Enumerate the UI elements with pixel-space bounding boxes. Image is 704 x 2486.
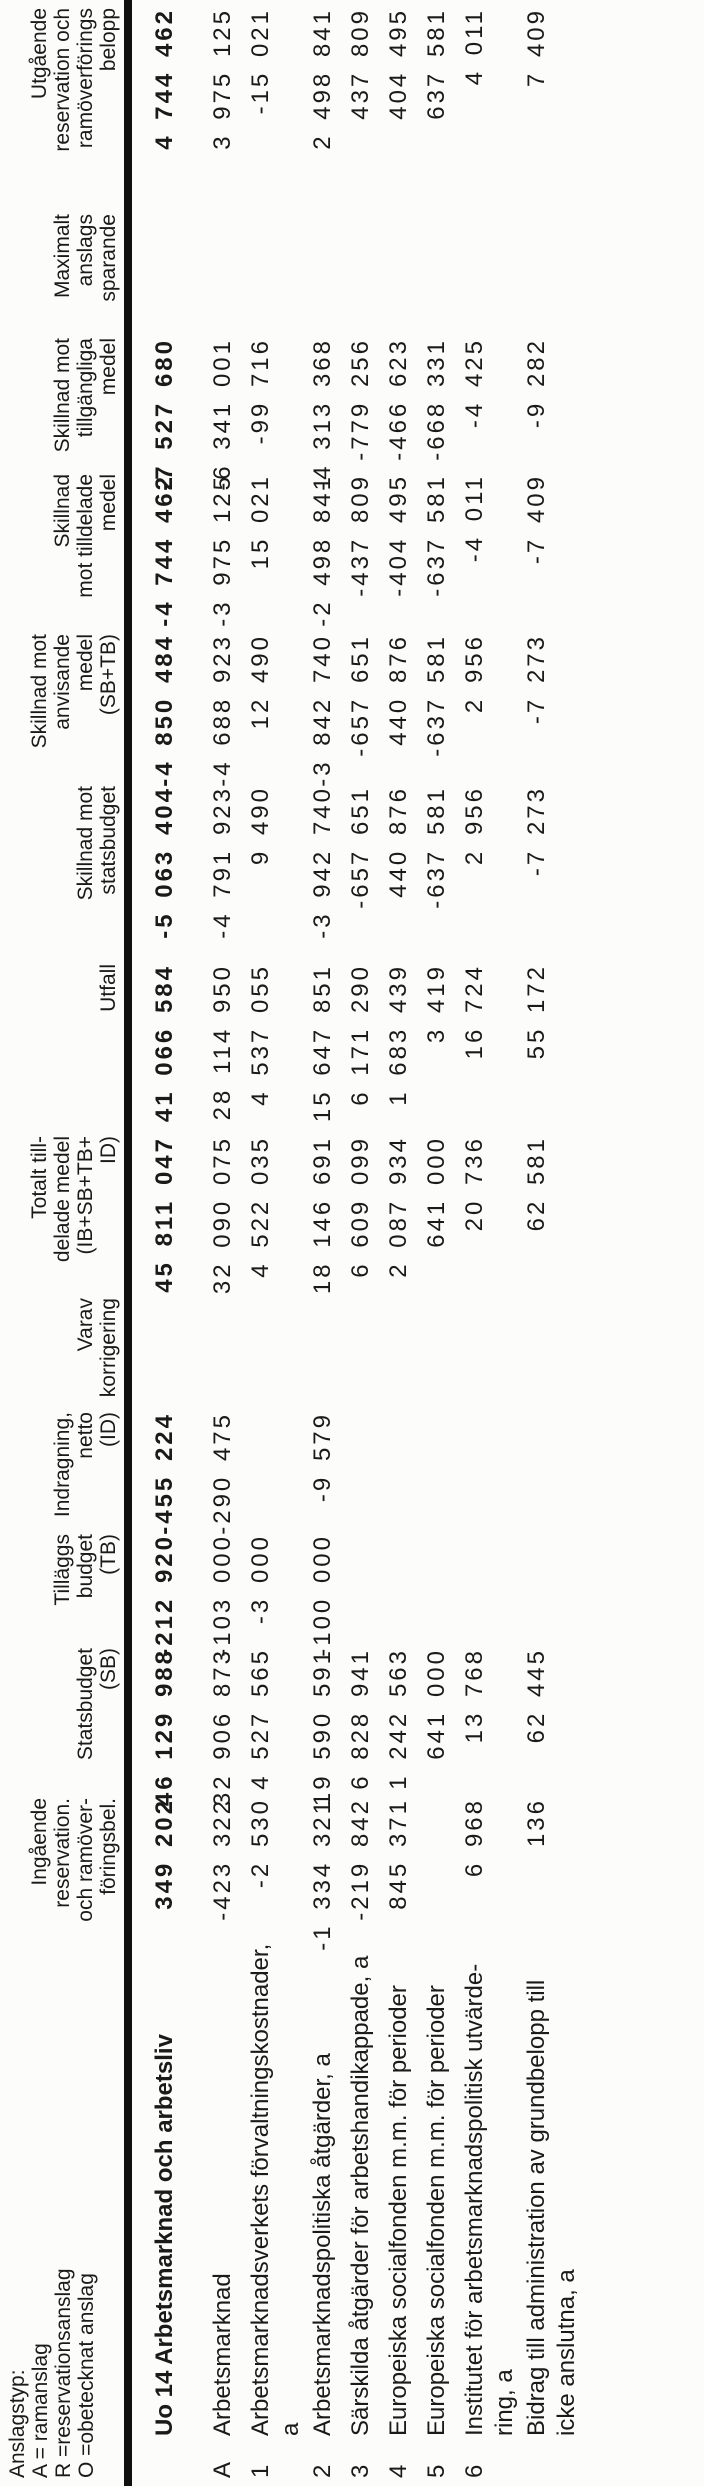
legend-line: A = ramanslag: [29, 2343, 52, 2478]
cell-tb: -212 920: [151, 1534, 178, 1657]
row-number: 2: [309, 2464, 336, 2478]
column-header-line: belopp: [97, 8, 120, 72]
column-header-line: korrigering: [97, 1298, 120, 1398]
column-header-line: (TB): [97, 1534, 120, 1575]
column-header-totalt: [28, 1136, 120, 1262]
column-header-line: (ID): [97, 1412, 120, 1447]
cell-sk_sb: -3 942 740: [309, 786, 336, 939]
column-header-line: anslags: [74, 214, 97, 287]
row-label: [346, 1956, 376, 2436]
cell-utg: 4 011: [461, 8, 488, 86]
row-label: [150, 2034, 180, 2436]
table-header-row: [0, 0, 122, 2486]
column-header-line: statsbudget: [97, 786, 120, 895]
cell-sk_tild: -7 409: [523, 474, 550, 565]
cell-totalt: 45 811 047: [151, 1136, 178, 1293]
column-header-line: medel: [97, 338, 120, 396]
cell-sk_tillg: -7 527 680: [151, 338, 178, 491]
cell-sk_tild: -637 581: [423, 474, 450, 597]
cell-totalt: 18 146 691: [309, 1136, 336, 1295]
row-label-line: ring, a: [491, 2369, 518, 2436]
row-label-line: Arbetsmarknadsverkets förvaltningskostnader,: [247, 1943, 274, 2436]
column-header-line: Skillnad mot: [51, 338, 74, 453]
cell-sk_anv: -4 850 484: [151, 634, 178, 787]
cell-utg: -15 021: [247, 8, 274, 115]
cell-id: -455 224: [151, 1412, 178, 1535]
column-header-line: budget: [74, 1534, 97, 1599]
row-label-line: icke anslutna, a: [553, 2269, 580, 2436]
cell-sk_tillg: -9 282: [523, 338, 550, 429]
column-header-line: (SB+TB): [97, 634, 120, 716]
row-label: [422, 1985, 452, 2436]
row-label: [522, 1980, 582, 2436]
cell-ingaende: 136: [523, 1798, 550, 1848]
cell-utfall: 4 537 055: [247, 964, 274, 1106]
column-header-line: netto: [74, 1412, 97, 1459]
cell-totalt: 4 522 035: [247, 1136, 274, 1278]
cell-sk_sb: 9 490: [247, 786, 274, 866]
cell-sk_anv: -3 842 740: [309, 634, 336, 787]
cell-ingaende: -1 334 321: [309, 1798, 336, 1951]
cell-sk_tild: -3 975 125: [209, 474, 236, 627]
row-label-line: Arbetsmarknadspolitiska åtgärder, a: [309, 2053, 336, 2436]
cell-totalt: 6 609 099: [347, 1136, 374, 1278]
cell-sb: 6 828 941: [347, 1648, 374, 1790]
cell-sb: 4 527 565: [247, 1648, 274, 1790]
cell-totalt: 20 736: [461, 1136, 488, 1232]
column-header-line: Ingående: [28, 1798, 51, 1886]
column-header-sk_tillg: [51, 338, 120, 452]
cell-sk_sb: -4 791 923: [209, 786, 236, 939]
cell-sb: 62 445: [523, 1648, 550, 1744]
column-header-line: mot tilldelade: [74, 474, 97, 598]
column-header-line: och ramöver-: [74, 1798, 97, 1922]
cell-ingaende: -219 842: [347, 1798, 374, 1921]
cell-tb: -3 000: [247, 1534, 274, 1625]
cell-sb: 641 000: [423, 1648, 450, 1760]
cell-ingaende: -423 322: [209, 1798, 236, 1921]
cell-ingaende: 349 202: [151, 1798, 178, 1910]
column-header-line: tillgängliga: [74, 338, 97, 438]
row-label-line: Europeiska socialfonden m.m. för perioder: [423, 1985, 450, 2436]
column-header-line: delade medel: [51, 1136, 74, 1263]
cell-sk_sb: -657 651: [347, 786, 374, 909]
row-label-line: Europeiska socialfonden m.m. för perioder: [385, 1985, 412, 2436]
cell-ingaende: 6 968: [461, 1798, 488, 1878]
column-header-line: Totalt till-: [28, 1136, 51, 1219]
cell-utg: 4 744 462: [151, 8, 178, 150]
cell-sk_tillg: -779 256: [347, 338, 374, 461]
column-header-line: Indragning,: [51, 1412, 74, 1518]
cell-sb: 32 906 873: [209, 1648, 236, 1807]
row-label: [384, 1985, 414, 2436]
column-header-sb: [74, 1648, 120, 1760]
column-header-utg: [28, 8, 120, 152]
cell-utfall: 28 114 950: [209, 964, 236, 1121]
cell-tb: -100 000: [309, 1534, 336, 1657]
column-header-line: (SB): [97, 1648, 120, 1690]
column-header-line: Varav: [74, 1298, 97, 1352]
column-header-id: [51, 1412, 120, 1517]
cell-sk_tillg: -6 341 001: [209, 338, 236, 491]
row-label: [246, 1944, 306, 2436]
cell-utfall: 16 724: [461, 964, 488, 1060]
cell-sb: 13 768: [461, 1648, 488, 1744]
cell-utg: 437 809: [347, 8, 374, 120]
row-label-line: Arbetsmarknad: [209, 2273, 236, 2436]
legend-line: R =reservationsanslag: [52, 2268, 75, 2478]
column-header-line: Skillnad mot: [74, 786, 97, 901]
cell-sk_anv: 12 490: [247, 634, 274, 730]
cell-tb: -103 000: [209, 1534, 236, 1657]
cell-sk_sb: -637 581: [423, 786, 450, 909]
cell-utg: 637 581: [423, 8, 450, 120]
cell-sk_tild: 15 021: [247, 474, 274, 570]
cell-sk_tillg: -466 623: [385, 338, 412, 461]
row-number: 4: [385, 2464, 412, 2478]
cell-sk_anv: -7 273: [523, 634, 550, 725]
row-label: [308, 2053, 338, 2436]
cell-sk_sb: 2 956: [461, 786, 488, 866]
cell-utfall: 3 419: [423, 964, 450, 1044]
row-label-line: a: [277, 2422, 304, 2436]
cell-sk_sb: -7 273: [523, 786, 550, 877]
legend-line: O =obetecknat anslag: [75, 2273, 98, 2478]
column-header-line: Maximalt: [51, 214, 74, 299]
cell-totalt: 62 581: [523, 1136, 550, 1232]
cell-sk_anv: -637 581: [423, 634, 450, 757]
cell-sk_anv: 2 956: [461, 634, 488, 714]
cell-id: -9 579: [309, 1412, 336, 1503]
cell-ingaende: 845 371: [385, 1798, 412, 1910]
cell-utg: 3 975 125: [209, 8, 236, 150]
cell-sk_anv: -657 651: [347, 634, 374, 757]
cell-sk_tild: -4 744 462: [151, 474, 178, 627]
cell-sb: 46 129 988: [151, 1648, 178, 1807]
column-header-ingaende: [28, 1798, 120, 1922]
row-number: 1: [247, 2464, 274, 2478]
cell-sk_anv: -4 688 923: [209, 634, 236, 787]
column-header-line: ID): [97, 1136, 120, 1164]
cell-utg: 7 409: [523, 8, 550, 88]
row-number: A: [209, 2461, 236, 2478]
cell-totalt: 32 090 075: [209, 1136, 236, 1295]
row-label-line: Bidrag till administration av grundbelopp till: [523, 1979, 550, 2436]
cell-sk_tild: -404 495: [385, 474, 412, 597]
cell-sk_tillg: -99 716: [247, 338, 274, 445]
cell-sk_tillg: -4 425: [461, 338, 488, 429]
header-rule: [124, 0, 132, 2486]
cell-utg: 404 495: [385, 8, 412, 120]
cell-utfall: 6 171 290: [347, 964, 374, 1106]
cell-sk_tild: -437 809: [347, 474, 374, 597]
column-header-line: Skillnad mot: [28, 634, 51, 749]
table-body: [132, 0, 704, 2486]
column-header-line: reservation.: [51, 1798, 74, 1908]
row-label-line: Institutet för arbetsmarknadspolitisk utvärde-: [461, 1963, 488, 2436]
cell-utfall: 1 683 439: [385, 964, 412, 1106]
cell-sk_tillg: -4 313 368: [309, 338, 336, 491]
row-label-line: Uo 14 Arbetsmarknad och arbetsliv: [151, 2034, 178, 2436]
cell-totalt: 641 000: [423, 1136, 450, 1248]
column-header-line: Skillnad: [51, 474, 74, 548]
cell-ingaende: -2 530: [247, 1798, 274, 1889]
column-header-max: [51, 214, 120, 302]
legend-line: Anslagstyp:: [6, 2369, 29, 2478]
row-number: 5: [423, 2464, 450, 2478]
cell-sk_tild: -4 011: [461, 474, 488, 563]
column-header-line: medel: [97, 474, 120, 532]
column-header-line: (IB+SB+TB+: [74, 1136, 97, 1255]
row-number: 6: [461, 2464, 488, 2478]
row-label: [208, 2273, 238, 2436]
column-header-line: Tilläggs: [51, 1534, 74, 1606]
row-label-line: Särskilda åtgärder för arbetshandikappade, a: [347, 1955, 374, 2436]
cell-utfall: 15 647 851: [309, 964, 336, 1123]
column-header-line: ramöverförings: [74, 8, 97, 149]
column-header-tb: [51, 1534, 120, 1606]
cell-sk_sb: -5 063 404: [151, 786, 178, 939]
cell-utfall: 41 066 584: [151, 964, 178, 1123]
column-header-sk_sb: [74, 786, 120, 900]
cell-sb: 1 242 563: [385, 1648, 412, 1790]
column-header-line: anvisande: [51, 634, 74, 730]
column-header-line: medel: [74, 634, 97, 692]
cell-sk_sb: 440 876: [385, 786, 412, 898]
column-header-sk_tild: [51, 474, 120, 598]
cell-sb: 19 590 591: [309, 1648, 336, 1807]
cell-id: -290 475: [209, 1412, 236, 1535]
cell-sk_anv: 440 876: [385, 634, 412, 746]
cell-utg: 2 498 841: [309, 8, 336, 150]
column-header-varav: [74, 1298, 120, 1397]
column-header-line: Statsbudget: [74, 1648, 97, 1761]
column-header-line: reservation och: [51, 8, 74, 152]
column-header-sk_anv: [28, 634, 120, 748]
cell-sk_tillg: -668 331: [423, 338, 450, 461]
row-number: 3: [347, 2464, 374, 2478]
cell-totalt: 2 087 934: [385, 1136, 412, 1278]
row-label: [460, 1964, 520, 2436]
column-header-line: Utgående: [28, 8, 51, 100]
column-header-line: föringsbel.: [97, 1798, 120, 1895]
column-header-line: sparande: [97, 214, 120, 302]
cell-sk_tild: -2 498 841: [309, 474, 336, 627]
column-header-line: Utfall: [97, 964, 120, 1012]
column-header-utfall: [97, 964, 120, 1012]
cell-utfall: 55 172: [523, 964, 550, 1060]
